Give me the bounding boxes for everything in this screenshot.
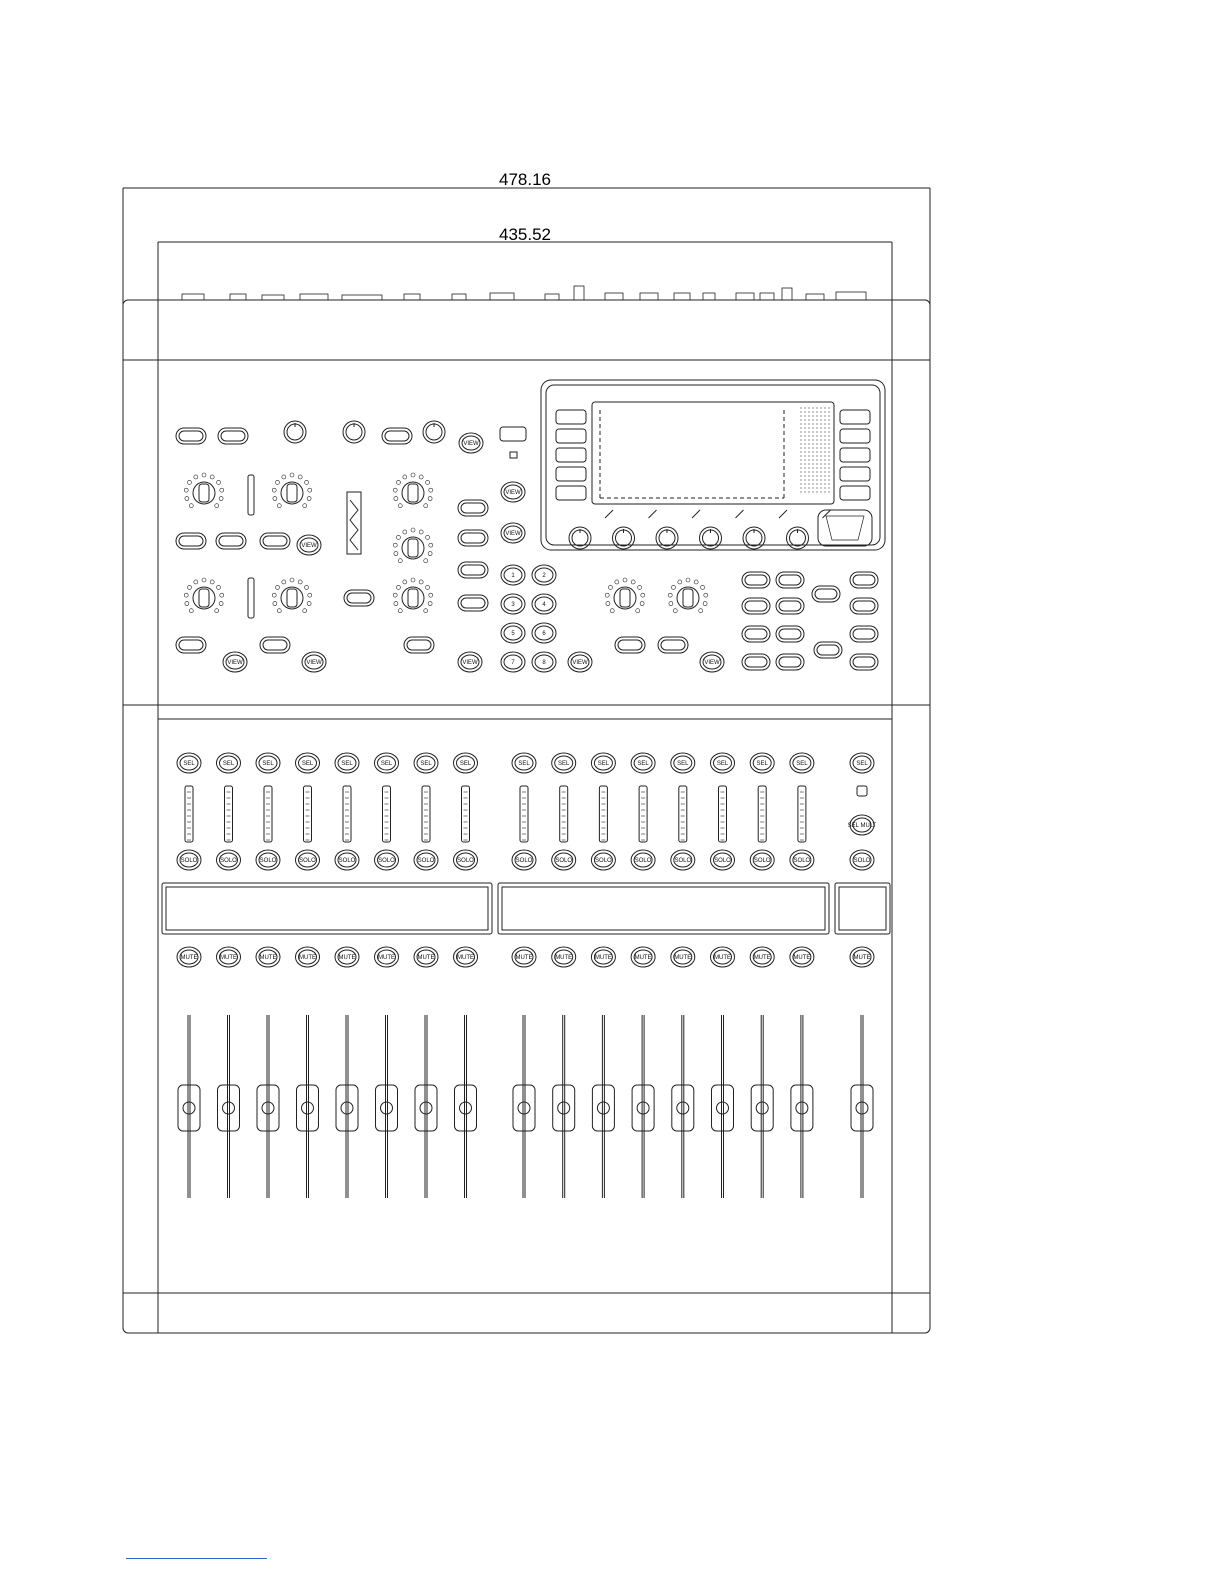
lcd-softkey-left[interactable] <box>556 410 586 424</box>
view-button-label: VIEW <box>462 660 478 666</box>
assign-button[interactable] <box>776 626 804 642</box>
display-encoder[interactable] <box>743 527 765 549</box>
assign-button[interactable] <box>812 586 840 602</box>
view-button[interactable] <box>459 433 483 453</box>
channel-mute-button[interactable] <box>177 947 201 967</box>
channel-sel-button[interactable] <box>414 753 438 773</box>
channel-sel-button-label: SEL <box>637 761 649 767</box>
channel-solo-button[interactable] <box>454 850 478 870</box>
function-button[interactable] <box>176 428 206 444</box>
channel-sel-button-label: SEL <box>518 761 530 767</box>
channel-mute-button[interactable] <box>414 947 438 967</box>
channel-mute-button-label: MUTE <box>180 955 198 961</box>
master-sel-button-label: SEL <box>856 761 868 767</box>
channel-sel-button[interactable] <box>454 753 478 773</box>
view-button-label: VIEW <box>227 660 243 666</box>
view-button[interactable] <box>501 482 525 502</box>
channel-fader[interactable] <box>791 1015 813 1198</box>
channel-solo-button[interactable] <box>335 850 359 870</box>
display-encoder[interactable] <box>700 527 722 549</box>
sel-mult-button[interactable] <box>848 815 877 835</box>
fader-cap[interactable] <box>513 1085 535 1131</box>
number-key-8[interactable] <box>532 652 556 672</box>
channel-sel-button[interactable] <box>790 753 814 773</box>
assign-button[interactable] <box>850 626 878 642</box>
channel-sel-button[interactable] <box>177 753 201 773</box>
view-button-label: VIEW <box>463 441 479 447</box>
channel-solo-button[interactable] <box>591 850 615 870</box>
channel-mute-button-label: MUTE <box>299 955 316 961</box>
encoder-slash-mark <box>605 510 613 518</box>
channel-mute-button-label: MUTE <box>457 955 474 961</box>
lcd-display-assembly <box>541 380 885 550</box>
channel-meter <box>185 786 193 842</box>
channel-sel-button-label: SEL <box>756 761 768 767</box>
eq-scale-knob[interactable] <box>184 578 224 613</box>
assign-button[interactable] <box>742 598 770 614</box>
channel-sel-button[interactable] <box>256 753 280 773</box>
assign-button[interactable] <box>742 572 770 588</box>
function-button[interactable] <box>218 428 248 444</box>
channel-solo-button-label: SOLO <box>753 858 771 864</box>
channel-solo-button[interactable] <box>217 850 241 870</box>
master-fader[interactable] <box>851 1015 873 1198</box>
channel-mute-button[interactable] <box>335 947 359 967</box>
channel-solo-button[interactable] <box>631 850 655 870</box>
encoder-slash-mark <box>692 510 700 518</box>
channel-solo-button[interactable] <box>552 850 576 870</box>
fader-cap[interactable] <box>851 1085 873 1131</box>
channel-mute-button[interactable] <box>375 947 399 967</box>
channel-fader[interactable] <box>218 1015 240 1198</box>
channel-meter <box>383 786 391 842</box>
channel-mute-button[interactable] <box>591 947 615 967</box>
led-ladder <box>248 578 254 618</box>
eq-scale-knob[interactable] <box>668 578 708 613</box>
channel-meter <box>758 786 766 842</box>
assign-button[interactable] <box>776 654 804 670</box>
navigation-pad[interactable] <box>818 510 872 546</box>
view-button-label: VIEW <box>505 490 521 496</box>
master-sel-button[interactable] <box>850 753 874 773</box>
channel-sel-button[interactable] <box>217 753 241 773</box>
function-button[interactable] <box>404 637 434 653</box>
channel-solo-button-label: SOLO <box>793 858 811 864</box>
overall-width-label: 478.16 <box>499 170 551 189</box>
channel-solo-button[interactable] <box>296 850 320 870</box>
number-key-1-label: 1 <box>511 573 515 579</box>
channel-mute-button[interactable] <box>790 947 814 967</box>
view-button-label: VIEW <box>301 543 317 549</box>
view-button-label: VIEW <box>505 531 521 537</box>
channel-mute-button-label: MUTE <box>338 955 356 961</box>
eq-scale-knob[interactable] <box>605 578 645 613</box>
channel-fader[interactable] <box>513 1015 535 1198</box>
fader-cap[interactable] <box>592 1085 614 1131</box>
channel-sel-button[interactable] <box>512 753 536 773</box>
channel-sel-button-label: SEL <box>677 761 689 767</box>
view-button-label: VIEW <box>306 660 322 666</box>
channel-fader[interactable] <box>672 1015 694 1198</box>
console-chassis <box>123 300 930 1333</box>
channel-mute-button[interactable] <box>552 947 576 967</box>
channel-solo-button-label: SOLO <box>259 858 277 864</box>
channel-sel-button[interactable] <box>296 753 320 773</box>
display-encoder[interactable] <box>569 527 591 549</box>
channel-mute-button[interactable] <box>296 947 320 967</box>
function-button[interactable] <box>216 533 246 549</box>
channel-solo-button[interactable] <box>414 850 438 870</box>
lcd-softkey-left[interactable] <box>556 429 586 443</box>
encoder-slash-mark <box>736 510 744 518</box>
channel-sel-button-label: SEL <box>222 761 235 767</box>
channel-solo-button[interactable] <box>750 850 774 870</box>
number-key-8-label: 8 <box>542 660 546 666</box>
channel-sel-button[interactable] <box>552 753 576 773</box>
channel-meter <box>422 786 430 842</box>
view-button-label: VIEW <box>704 660 720 666</box>
fader-cap[interactable] <box>336 1085 358 1131</box>
eq-curve-indicator <box>347 492 361 554</box>
channel-fader[interactable] <box>415 1015 437 1198</box>
channel-fader[interactable] <box>178 1015 200 1198</box>
channel-solo-button-label: SOLO <box>220 858 237 864</box>
master-solo-button-label: SOLO <box>853 858 871 864</box>
assign-button[interactable] <box>776 598 804 614</box>
channel-sel-button-label: SEL <box>380 761 393 767</box>
channel-mute-button-label: MUTE <box>555 955 573 961</box>
channel-fader[interactable] <box>592 1015 614 1198</box>
assign-button[interactable] <box>814 642 842 658</box>
assign-button[interactable] <box>850 654 878 670</box>
channel-sel-button-label: SEL <box>183 761 195 767</box>
assign-button[interactable] <box>742 654 770 670</box>
function-button[interactable] <box>458 530 488 546</box>
overall-width-dimension <box>123 188 930 360</box>
channel-sel-button[interactable] <box>671 753 695 773</box>
assign-button[interactable] <box>776 572 804 588</box>
channel-sel-button[interactable] <box>375 753 399 773</box>
channel-solo-button-label: SOLO <box>714 858 731 864</box>
led-ladder <box>248 475 254 515</box>
lcd-softkey-right[interactable] <box>840 467 870 481</box>
eq-scale-knob[interactable] <box>393 578 433 613</box>
fader-cap[interactable] <box>415 1085 437 1131</box>
channel-solo-button-label: SOLO <box>515 858 533 864</box>
sel-mult-button-label: SEL MULT <box>847 823 877 829</box>
channel-solo-button-label: SOLO <box>457 858 474 864</box>
fader-cap[interactable] <box>632 1085 654 1131</box>
rear-connector-strip <box>160 286 892 300</box>
channel-sel-button[interactable] <box>631 753 655 773</box>
master-mute-button-label: MUTE <box>853 955 871 961</box>
number-key-2[interactable] <box>532 565 556 585</box>
view-button[interactable] <box>700 652 724 672</box>
channel-meter <box>264 786 272 842</box>
master-led <box>857 786 867 796</box>
fader-cap[interactable] <box>297 1085 319 1131</box>
function-button[interactable] <box>176 533 206 549</box>
number-key-3-label: 3 <box>511 602 515 608</box>
view-button[interactable] <box>568 652 592 672</box>
channel-fader[interactable] <box>336 1015 358 1198</box>
channel-mute-button-label: MUTE <box>594 955 612 961</box>
channel-sel-button-label: SEL <box>301 761 314 767</box>
channel-mute-button-label: MUTE <box>515 955 533 961</box>
channel-fader[interactable] <box>297 1015 319 1198</box>
channel-solo-button[interactable] <box>671 850 695 870</box>
channel-solo-button[interactable] <box>375 850 399 870</box>
assign-button[interactable] <box>742 626 770 642</box>
channel-mute-button-label: MUTE <box>634 955 652 961</box>
view-button[interactable] <box>302 652 326 672</box>
number-key-4[interactable] <box>532 594 556 614</box>
channel-mute-button-label: MUTE <box>793 955 811 961</box>
channel-solo-button-label: SOLO <box>378 858 395 864</box>
scribble-strips <box>162 883 890 934</box>
master-mute-button[interactable] <box>850 947 874 967</box>
channel-meter <box>719 786 727 842</box>
gain-knob[interactable] <box>423 421 445 443</box>
channel-sel-button[interactable] <box>591 753 615 773</box>
inner-width-label: 435.52 <box>499 225 551 244</box>
channel-mute-button-label: MUTE <box>753 955 771 961</box>
channel-mute-button-label: MUTE <box>674 955 692 961</box>
fader-cap[interactable] <box>791 1085 813 1131</box>
fader-cap[interactable] <box>455 1085 477 1131</box>
lcd-screen <box>592 402 834 504</box>
eq-scale-knob[interactable] <box>393 473 433 508</box>
eq-scale-knob[interactable] <box>393 528 433 563</box>
number-key-5[interactable] <box>501 623 525 643</box>
display-encoder[interactable] <box>787 527 809 549</box>
gain-knob[interactable] <box>284 421 306 443</box>
number-key-5-label: 5 <box>511 631 515 637</box>
function-button[interactable] <box>458 595 488 611</box>
number-key-7[interactable] <box>501 652 525 672</box>
number-key-3[interactable] <box>501 594 525 614</box>
assign-button[interactable] <box>850 572 878 588</box>
channel-solo-button-label: SOLO <box>180 858 198 864</box>
channel-solo-button-label: SOLO <box>417 858 435 864</box>
channel-mute-button[interactable] <box>256 947 280 967</box>
channel-meter <box>679 786 687 842</box>
channel-mute-button-label: MUTE <box>714 955 731 961</box>
fader-cap[interactable] <box>751 1085 773 1131</box>
channel-meter <box>343 786 351 842</box>
view-button[interactable] <box>223 652 247 672</box>
channel-mute-button[interactable] <box>750 947 774 967</box>
function-button[interactable] <box>260 637 290 653</box>
function-button[interactable] <box>458 500 488 516</box>
channel-sel-button-label: SEL <box>716 761 729 767</box>
function-button[interactable] <box>344 590 374 606</box>
channel-fader[interactable] <box>712 1015 734 1198</box>
eq-scale-knob[interactable] <box>272 578 312 613</box>
channel-solo-button-label: SOLO <box>299 858 316 864</box>
master-solo-button[interactable] <box>850 850 874 870</box>
channel-solo-button[interactable] <box>177 850 201 870</box>
lcd-softkey-right[interactable] <box>840 486 870 500</box>
channel-mute-button[interactable] <box>631 947 655 967</box>
number-key-2-label: 2 <box>542 573 546 579</box>
channel-mute-button[interactable] <box>454 947 478 967</box>
channel-solo-button-label: SOLO <box>338 858 356 864</box>
channel-mute-button-label: MUTE <box>378 955 395 961</box>
fader-cap[interactable] <box>376 1085 398 1131</box>
channel-solo-button-label: SOLO <box>595 858 612 864</box>
function-button[interactable] <box>260 533 290 549</box>
function-button[interactable] <box>176 637 206 653</box>
function-button[interactable] <box>658 637 688 653</box>
channel-sel-button-label: SEL <box>420 761 432 767</box>
channel-fader[interactable] <box>376 1015 398 1198</box>
fader-cap[interactable] <box>218 1085 240 1131</box>
fader-cap[interactable] <box>672 1085 694 1131</box>
channel-solo-button[interactable] <box>711 850 735 870</box>
channel-mute-button[interactable] <box>512 947 536 967</box>
lcd-softkey-right[interactable] <box>840 429 870 443</box>
fader-cap[interactable] <box>257 1085 279 1131</box>
number-key-7-label: 7 <box>511 660 515 666</box>
number-key-1[interactable] <box>501 565 525 585</box>
function-button[interactable] <box>382 428 412 444</box>
channel-meter <box>560 786 568 842</box>
channel-sel-button[interactable] <box>335 753 359 773</box>
eq-scale-knob[interactable] <box>184 473 224 508</box>
encoder-slash-mark <box>779 510 787 518</box>
number-key-4-label: 4 <box>542 602 546 608</box>
channel-sel-button-label: SEL <box>796 761 808 767</box>
channel-meter <box>462 786 470 842</box>
fader-cap[interactable] <box>178 1085 200 1131</box>
view-button[interactable] <box>458 652 482 672</box>
channel-fader[interactable] <box>632 1015 654 1198</box>
channel-meter <box>225 786 233 842</box>
view-button-label: VIEW <box>572 660 588 666</box>
channel-sel-button-label: SEL <box>262 761 274 767</box>
channel-mute-button-label: MUTE <box>220 955 237 961</box>
lcd-softkey-left[interactable] <box>556 486 586 500</box>
fader-cap[interactable] <box>712 1085 734 1131</box>
function-button[interactable] <box>615 637 645 653</box>
channel-fader[interactable] <box>455 1015 477 1198</box>
lcd-softkey-right[interactable] <box>840 410 870 424</box>
number-key-6-label: 6 <box>542 631 546 637</box>
channel-fader[interactable] <box>751 1015 773 1198</box>
channel-mute-button[interactable] <box>671 947 695 967</box>
channel-mute-button[interactable] <box>711 947 735 967</box>
assign-button[interactable] <box>850 598 878 614</box>
display-encoder[interactable] <box>656 527 678 549</box>
footer-rule <box>126 1558 267 1559</box>
channel-solo-button[interactable] <box>256 850 280 870</box>
fader-cap[interactable] <box>553 1085 575 1131</box>
usb-port[interactable] <box>500 427 526 458</box>
eq-scale-knob[interactable] <box>272 473 312 508</box>
channel-meter <box>798 786 806 842</box>
channel-mute-button[interactable] <box>217 947 241 967</box>
channel-solo-button-label: SOLO <box>674 858 692 864</box>
channel-solo-button[interactable] <box>790 850 814 870</box>
channel-meter <box>599 786 607 842</box>
channel-meter <box>304 786 312 842</box>
channel-meter <box>639 786 647 842</box>
gain-knob[interactable] <box>343 421 365 443</box>
lcd-softkey-right[interactable] <box>840 448 870 462</box>
channel-mute-button-label: MUTE <box>259 955 277 961</box>
channel-meter <box>520 786 528 842</box>
channel-sel-button[interactable] <box>750 753 774 773</box>
channel-mute-button-label: MUTE <box>417 955 435 961</box>
channel-solo-button[interactable] <box>512 850 536 870</box>
display-encoder[interactable] <box>613 527 635 549</box>
lcd-softkey-left[interactable] <box>556 448 586 462</box>
channel-solo-button-label: SOLO <box>555 858 573 864</box>
lcd-softkey-left[interactable] <box>556 467 586 481</box>
view-button[interactable] <box>501 523 525 543</box>
function-button[interactable] <box>458 562 488 578</box>
number-key-6[interactable] <box>532 623 556 643</box>
channel-solo-button-label: SOLO <box>634 858 652 864</box>
channel-fader[interactable] <box>553 1015 575 1198</box>
view-button[interactable] <box>297 535 321 555</box>
channel-fader[interactable] <box>257 1015 279 1198</box>
channel-sel-button-label: SEL <box>597 761 610 767</box>
encoder-slash-mark <box>649 510 657 518</box>
channel-sel-button-label: SEL <box>558 761 570 767</box>
channel-sel-button-label: SEL <box>459 761 472 767</box>
channel-sel-button[interactable] <box>711 753 735 773</box>
channel-sel-button-label: SEL <box>341 761 353 767</box>
